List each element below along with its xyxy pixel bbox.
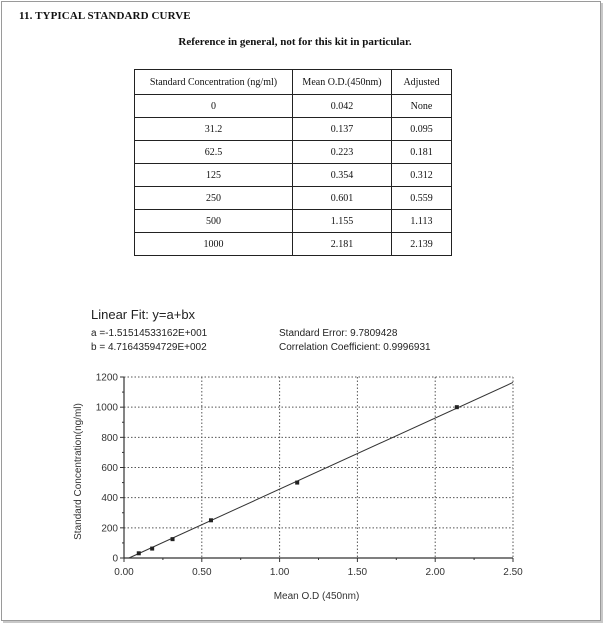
header-mean-od: Mean O.D.(450nm) (293, 70, 392, 95)
x-tick-label: 2.00 (425, 567, 445, 578)
fit-coefficient-b: b = 4.71643594729E+002 (91, 342, 207, 353)
cell-concentration: 62.5 (135, 141, 293, 164)
cell-concentration: 1000 (135, 233, 293, 256)
y-tick-label: 400 (101, 493, 118, 505)
cell-adjusted: 1.113 (392, 210, 452, 233)
fit-coefficient-a: a =-1.51514533162E+001 (91, 328, 208, 339)
chart-marks (129, 382, 513, 558)
fit-title: Linear Fit: y=a+bx (91, 307, 196, 322)
cell-concentration: 500 (135, 210, 293, 233)
fit-standard-error: Standard Error: 9.7809428 (279, 328, 398, 339)
y-tick-label: 0 (112, 553, 118, 565)
x-tick-label: 0.00 (114, 567, 134, 578)
x-tick-label: 1.00 (269, 567, 290, 578)
subtitle: Reference in general, not for this kit in particular. (178, 36, 412, 48)
x-tick-label: 1.50 (347, 567, 368, 578)
y-tick-label: 1200 (95, 372, 118, 384)
cell-concentration: 250 (135, 187, 293, 210)
cell-adjusted: 0.181 (392, 141, 452, 164)
y-tick-label: 1000 (95, 402, 118, 414)
x-axis-label: Mean O.D (450nm) (273, 591, 360, 602)
cell-adjusted: 2.139 (392, 233, 452, 256)
y-tick-label: 600 (101, 463, 118, 474)
data-point (209, 518, 213, 522)
cell-mean-od: 2.181 (293, 233, 392, 256)
cell-mean-od: 0.223 (293, 141, 392, 164)
cell-concentration: 0 (135, 95, 293, 118)
y-axis-label: Standard Concentration(ng/ml) (73, 403, 84, 540)
cell-concentration: 31.2 (135, 118, 293, 141)
y-tick-label: 200 (101, 523, 118, 535)
y-tick-label: 800 (101, 432, 118, 444)
section-title: 11. TYPICAL STANDARD CURVE (19, 10, 191, 22)
chart-axes (124, 377, 513, 558)
data-point (171, 537, 175, 541)
cell-mean-od: 0.042 (293, 95, 392, 118)
cell-adjusted: 0.559 (392, 187, 452, 210)
data-point (455, 405, 459, 409)
cell-concentration: 125 (135, 164, 293, 187)
cell-adjusted: None (392, 95, 452, 118)
data-point (295, 481, 299, 485)
cell-mean-od: 1.155 (293, 210, 392, 233)
cell-mean-od: 0.354 (293, 164, 392, 187)
cell-adjusted: 0.095 (392, 118, 452, 141)
chart-grid (124, 377, 513, 558)
cell-adjusted: 0.312 (392, 164, 452, 187)
data-point (150, 547, 154, 551)
cell-mean-od: 0.601 (293, 187, 392, 210)
header-concentration: Standard Concentration (ng/ml) (135, 70, 293, 95)
x-tick-label: 2.50 (503, 567, 523, 578)
fit-correlation-coefficient: Correlation Coefficient: 0.9996931 (279, 342, 431, 353)
x-tick-label: 0.50 (192, 567, 212, 578)
header-adjusted: Adjusted (392, 70, 452, 95)
cell-mean-od: 0.137 (293, 118, 392, 141)
data-point (137, 551, 141, 555)
